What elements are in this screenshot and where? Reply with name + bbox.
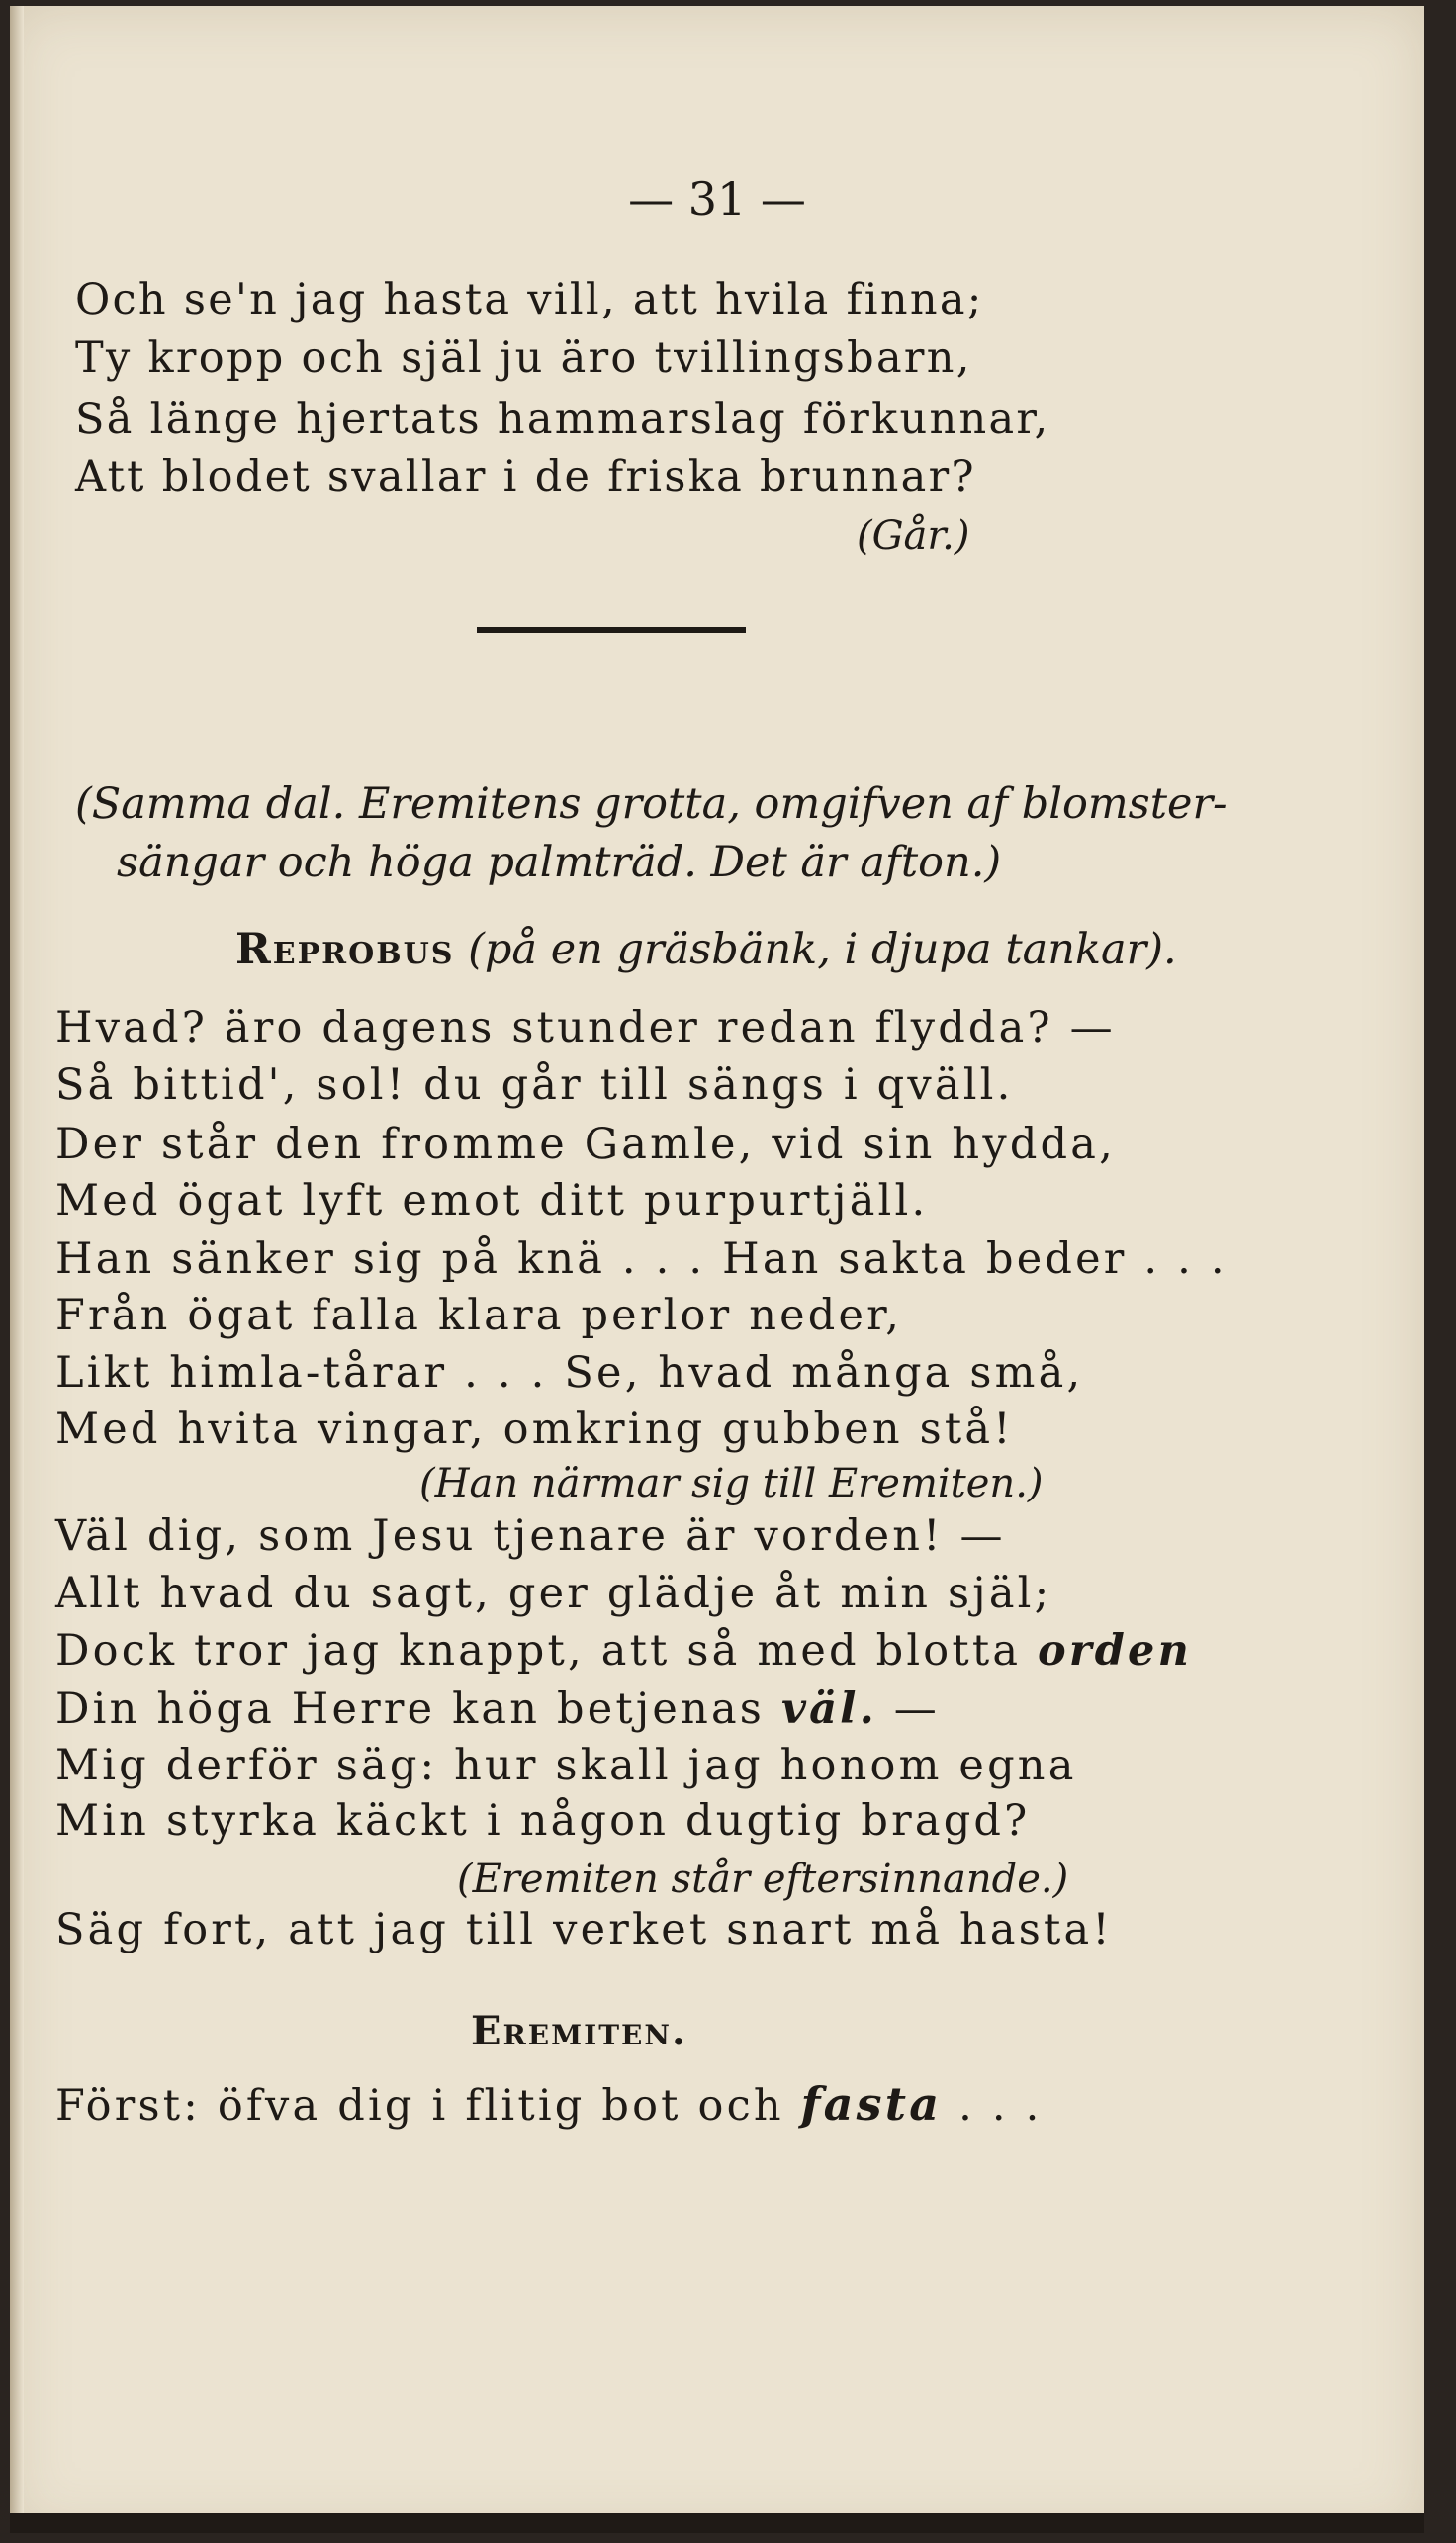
verse-line: Att blodet svallar i de friska brunnar? [75, 452, 976, 501]
verse-line: Han sänker sig på knä . . . Han sakta beder . . . [55, 1234, 1228, 1284]
verse-text: — [893, 1684, 940, 1734]
stage-direction: (Går.) [857, 513, 970, 559]
verse-line [55, 1626, 1193, 1676]
verse-line: Min styrka käckt i någon dugtig bragd? [55, 1796, 1031, 1846]
verse-line: Hvad? äro dagens stunder redan flydda? — [55, 1003, 1116, 1052]
verse-text: Din höga Herre kan betjenas [55, 1684, 766, 1734]
verse-line: Med ögat lyft emot ditt purpurtjäll. [55, 1176, 929, 1226]
page-number: — 31 — [628, 172, 806, 226]
verse-text: Dock tror jag knappt, att så med blotta [55, 1626, 1022, 1676]
verse-line: Väl dig, som Jesu tjenare är vorden! — [55, 1511, 1006, 1561]
verse-line: Der står den fromme Gamle, vid sin hydda, [55, 1120, 1116, 1169]
speaker-name: Eremiten. [471, 2008, 687, 2054]
emphasis-text: väl. [780, 1684, 877, 1734]
verse-line: Så länge hjertats hammarslag förkunnar, [75, 395, 1050, 444]
speaker-heading [235, 925, 1177, 974]
stage-direction: (Han närmar sig till Eremiten.) [419, 1461, 1044, 1506]
emphasis-text: orden [1038, 1626, 1193, 1676]
verse-line: Likt himla-tårar . . . Se, hvad många små, [55, 1348, 1084, 1398]
book-page [10, 6, 1424, 2533]
verse-line: Säg fort, att jag till verket snart må hasta! [55, 1905, 1113, 1954]
verse-line: Mig derför säg: hur skall jag honom egna [55, 1741, 1077, 1790]
speaker-direction: (på en gräsbänk, i djupa tankar). [468, 925, 1177, 974]
verse-line: Allt hvad du sagt, ger glädje åt min själ; [55, 1569, 1052, 1618]
page-bottom-edge [10, 2513, 1424, 2533]
verse-line [55, 2077, 1043, 2131]
stage-direction: (Eremiten står eftersinnande.) [457, 1857, 1069, 1902]
verse-line: Så bittid', sol! du går till sängs i qväll. [55, 1060, 1014, 1110]
verse-line [55, 1684, 940, 1734]
verse-text: Först: öfva dig i flitig bot och [55, 2081, 784, 2131]
scene-direction-line: sängar och höga palmträd. Det är afton.) [117, 838, 1002, 887]
verse-line: Och se'n jag hasta vill, att hvila finna; [75, 275, 984, 324]
speaker-name: Reprobus [235, 925, 455, 974]
page-spine-shadow [10, 6, 24, 2533]
verse-line: Med hvita vingar, omkring gubben stå! [55, 1405, 1014, 1454]
verse-text: . . . [958, 2081, 1043, 2131]
scene-direction-line: (Samma dal. Eremitens grotta, omgifven af blomster- [75, 779, 1228, 829]
emphasis-text: fasta [800, 2077, 943, 2131]
scene-divider-rule [477, 627, 746, 633]
verse-line: Ty kropp och själ ju äro tvillingsbarn, [75, 333, 972, 383]
verse-line: Från ögat falla klara perlor neder, [55, 1291, 903, 1340]
